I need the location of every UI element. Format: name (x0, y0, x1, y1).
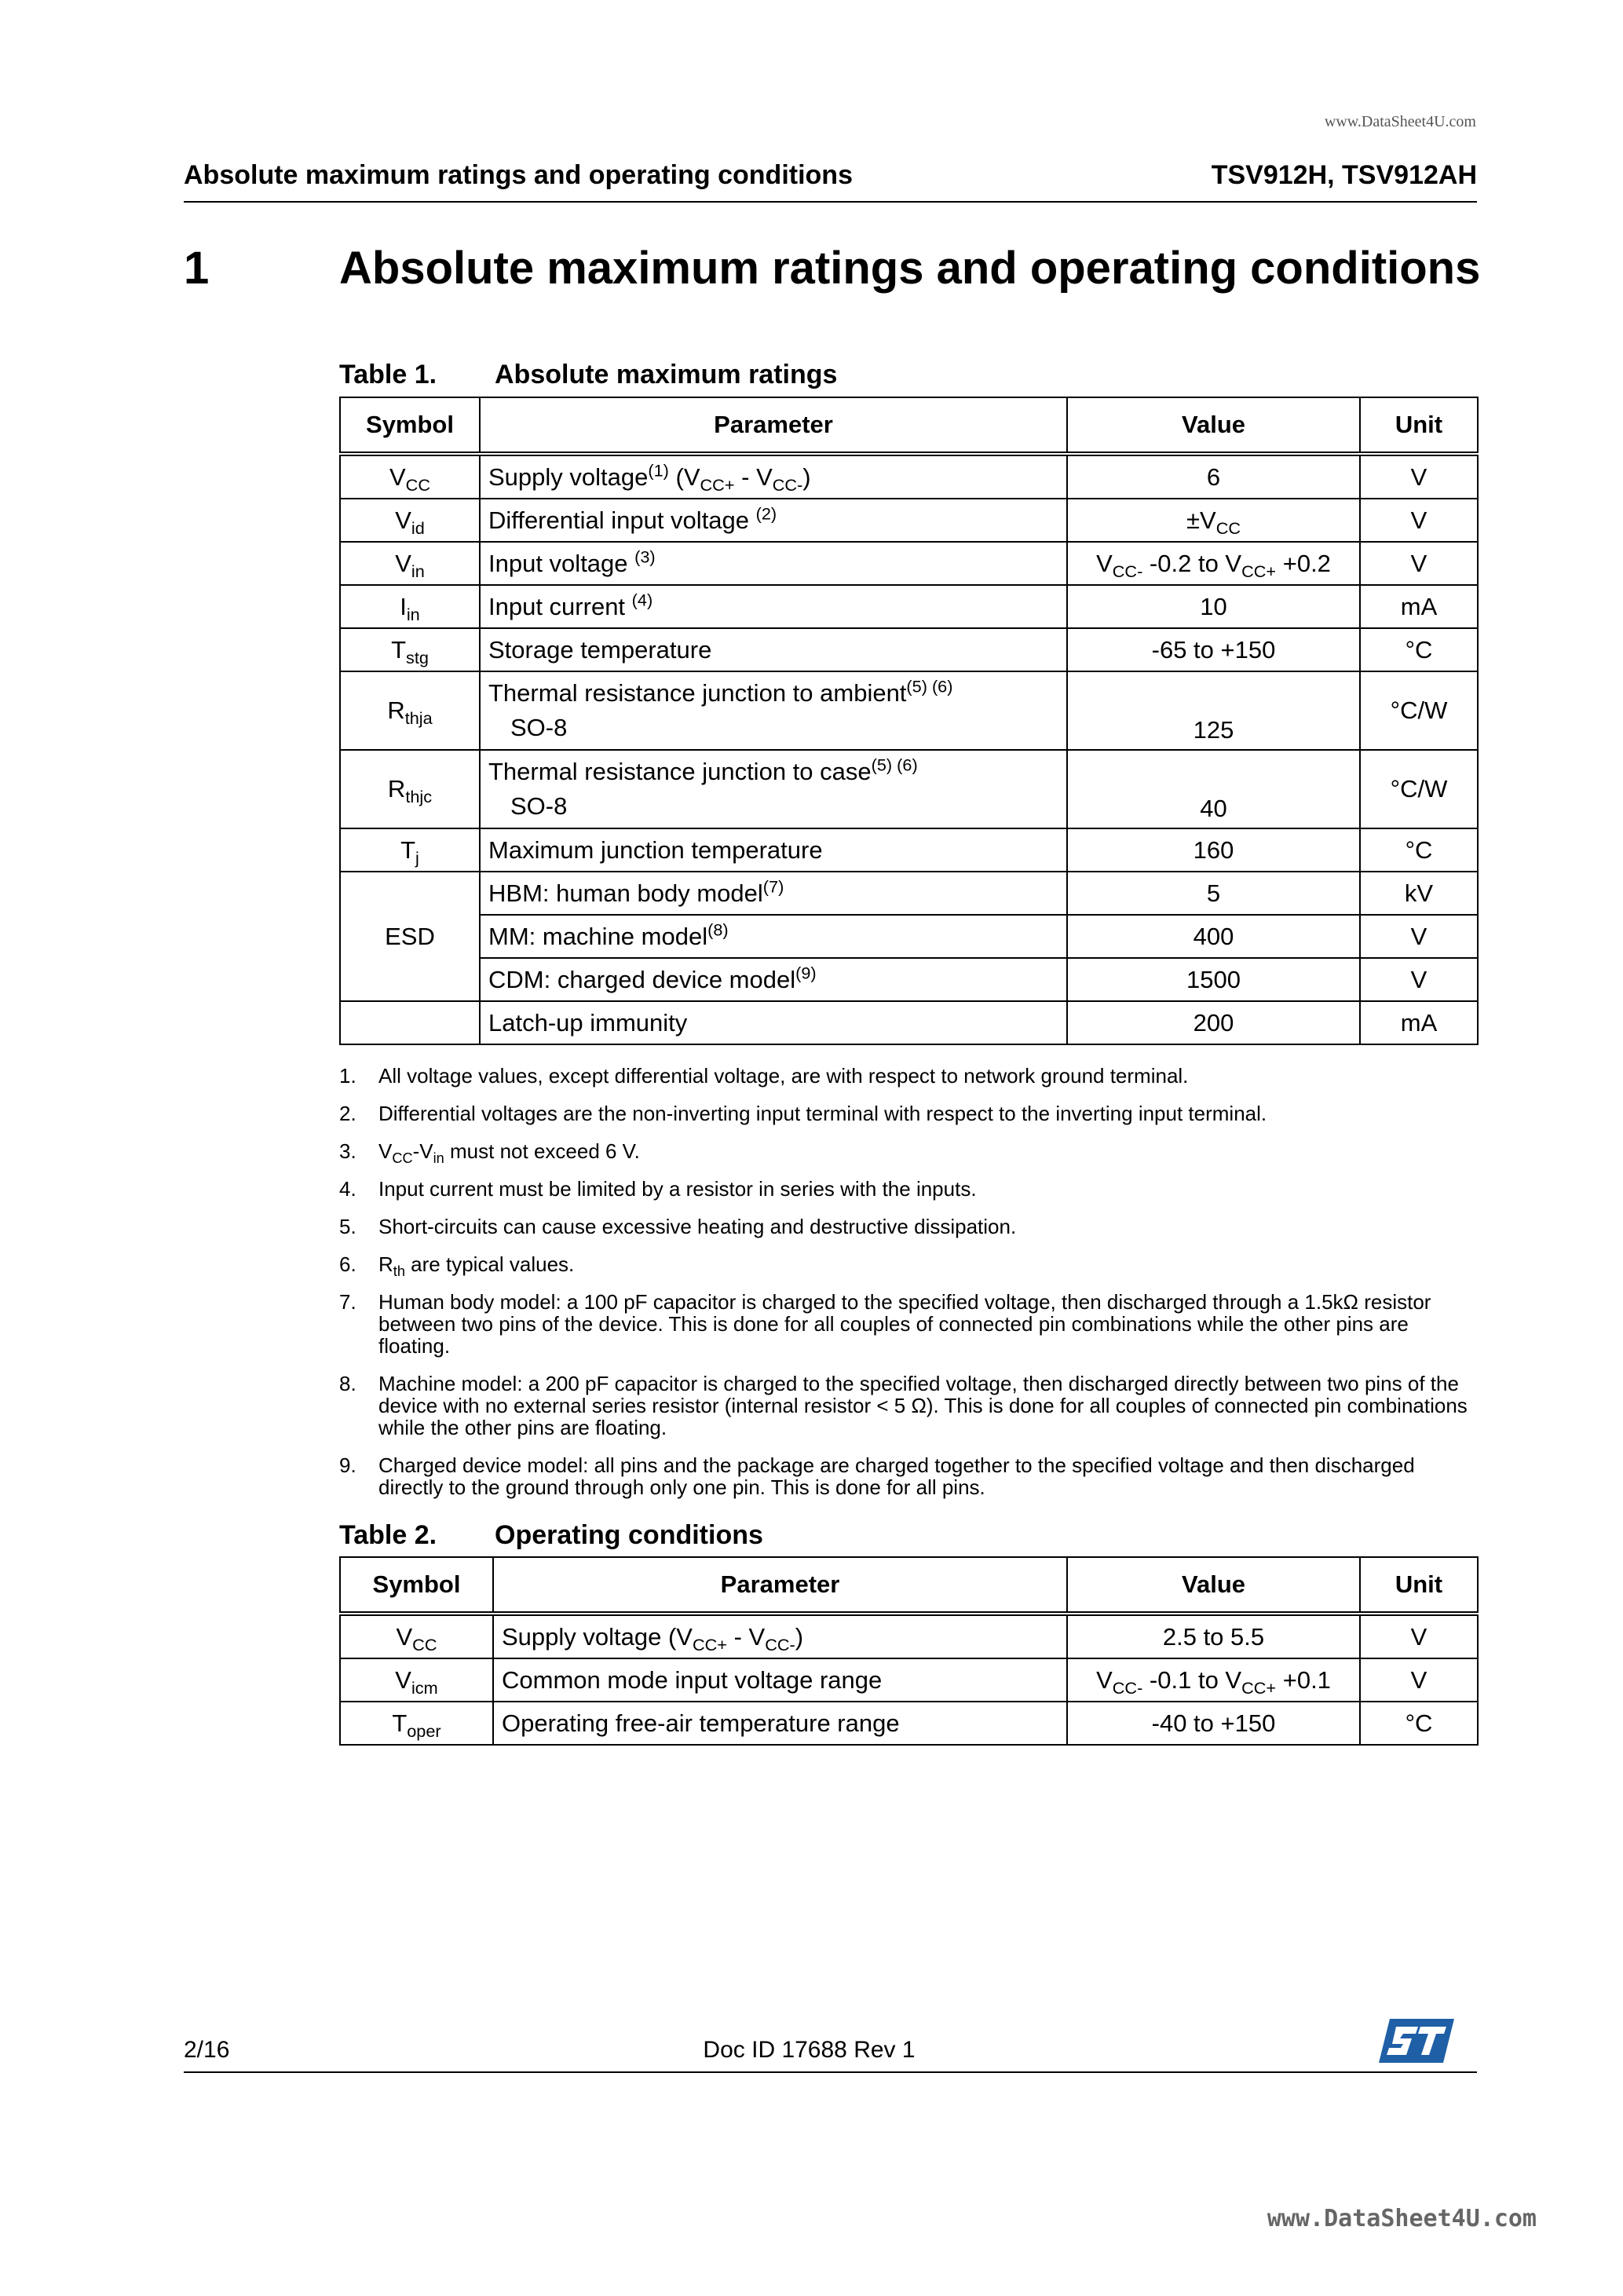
table1-caption (339, 360, 837, 390)
table-row (340, 454, 1478, 499)
table-row (340, 958, 1478, 1001)
table-row (340, 1702, 1478, 1745)
watermark-top: www.DataSheet4U.com (1324, 113, 1476, 130)
parameter-cell: Storage temperature (480, 628, 1067, 671)
value-cell: 200 (1067, 1001, 1360, 1044)
symbol-cell: $V_{CC}$ (340, 1614, 493, 1658)
parameter-cell: Operating free-air temperature range (493, 1702, 1067, 1745)
table-row (340, 750, 1478, 828)
col-header-parameter: Parameter (480, 397, 1067, 454)
col-header-value: Value (1067, 397, 1360, 454)
table-row (340, 915, 1478, 958)
parameter-cell: Latch-up immunity (480, 1001, 1067, 1044)
table-header-row (340, 397, 1478, 454)
unit-cell: °C (1360, 1702, 1478, 1745)
parameter-cell: HBM: human body model$^{(7)}$ (480, 872, 1067, 915)
symbol-cell: $T_{stg}$ (340, 628, 480, 671)
section-number: 1 (184, 243, 210, 294)
value-cell: $\pm V_{CC}$ (1067, 499, 1360, 542)
unit-cell: V (1360, 958, 1478, 1001)
unit-cell: V (1360, 499, 1478, 542)
header-rule (184, 201, 1477, 203)
package-label: SO-8 (510, 792, 568, 820)
footer-rule (184, 2071, 1477, 2073)
running-header-part: TSV912H, TSV912AH (1211, 160, 1477, 190)
parameter-cell: Thermal resistance junction to case$^{(5) (6)}$ SO-8 (480, 750, 1067, 828)
running-header-title: Absolute maximum ratings and operating conditions (184, 160, 853, 190)
unit-cell: °C (1360, 828, 1478, 872)
value-cell: -40 to +150 (1067, 1702, 1360, 1745)
table-row (340, 671, 1478, 750)
table-header-row (340, 1557, 1478, 1614)
unit-cell: V (1360, 915, 1478, 958)
parameter-cell: Input voltage $^{(3)}$ (480, 542, 1067, 585)
parameter-cell: Maximum junction temperature (480, 828, 1067, 872)
value-cell: 6 (1067, 454, 1360, 499)
parameter-cell: Input current $^{(4)}$ (480, 585, 1067, 628)
list-item: 6. $R_{th}$ are typical values. (339, 1252, 575, 1280)
table-row (340, 1658, 1478, 1702)
list-item: 1. All voltage values, except differential voltage, are with respect to network ground terminal. (339, 1064, 1189, 1088)
symbol-cell-empty (340, 1001, 480, 1044)
package-label: SO-8 (510, 714, 568, 741)
table2-number: Table 2. (339, 1520, 437, 1550)
parameter-cell: Thermal resistance junction to ambient$^{(5) (6)}$ SO-8 (480, 671, 1067, 750)
doc-id: Doc ID 17688 Rev 1 (703, 2037, 916, 2063)
value-cell: $V_{CC-}$ -0.1 to $V_{CC+} +0.1$ (1067, 1658, 1360, 1702)
page-number: 2/16 (184, 2037, 230, 2063)
col-header-symbol: Symbol (340, 1557, 493, 1614)
unit-cell: mA (1360, 585, 1478, 628)
table-row (340, 628, 1478, 671)
table2-caption (339, 1520, 763, 1551)
symbol-cell: $V_{CC}$ (340, 454, 480, 499)
list-item: 7. Human body model: a 100 pF capacitor is charged to the specified voltage, then discharged through a 1.5kΩ resistor between two pins of the device. This is done for all couples of connected pin combinations while the other pins are floating. (339, 1290, 1431, 1358)
table1-notes (339, 1065, 1477, 1514)
list-item: 4. Input current must be limited by a resistor in series with the inputs. (339, 1177, 977, 1201)
symbol-cell: $V_{id}$ (340, 499, 480, 542)
unit-cell: V (1360, 1658, 1478, 1702)
table1-title: Absolute maximum ratings (495, 360, 838, 389)
col-header-value: Value (1067, 1557, 1360, 1614)
table-row (340, 499, 1478, 542)
parameter-cell: Differential input voltage $^{(2)}$ (480, 499, 1067, 542)
table-row (340, 585, 1478, 628)
list-item: 2. Differential voltages are the non-inverting input terminal with respect to the inverting input terminal. (339, 1102, 1267, 1125)
value-cell: $V_{CC-}$ -0.2 to $V_{CC+} +0.2$ (1067, 542, 1360, 585)
table-row (340, 1001, 1478, 1044)
list-item: 3. $V_{CC}-V_{in}$ must not exceed 6 V. (339, 1139, 640, 1167)
symbol-cell: $V_{in}$ (340, 542, 480, 585)
symbol-cell: $T_j$ (340, 828, 480, 872)
symbol-cell: $T_{oper}$ (340, 1702, 493, 1745)
absolute-maximum-ratings-table (339, 397, 1479, 1045)
symbol-cell: $R_{thja}$ (340, 671, 480, 750)
table-row (340, 828, 1478, 872)
table-row (340, 1614, 1478, 1658)
symbol-cell: $R_{thjc}$ (340, 750, 480, 828)
table1-number: Table 1. (339, 360, 437, 389)
col-header-unit: Unit (1360, 1557, 1478, 1614)
table-row (340, 542, 1478, 585)
operating-conditions-table (339, 1556, 1479, 1746)
value-cell: 5 (1067, 872, 1360, 915)
unit-cell: kV (1360, 872, 1478, 915)
parameter-cell: Common mode input voltage range (493, 1658, 1067, 1702)
unit-cell: °C/W (1360, 750, 1478, 828)
parameter-cell: Supply voltage $(V_{CC+} - V_{CC-})$ (493, 1614, 1067, 1658)
symbol-cell: $I_{in}$ (340, 585, 480, 628)
value-cell: 40 (1067, 750, 1360, 828)
list-item: 8. Machine model: a 200 pF capacitor is charged to the specified voltage, then discharged directly between two pins of the device with no external series resistor (internal resistor < 5 Ω). This is done for all couples of connected pin combinations while the other pins are floating. (339, 1372, 1468, 1439)
list-item: 5. Short-circuits can cause excessive heating and destructive dissipation. (339, 1215, 1017, 1238)
watermark-bottom: www.DataSheet4U.com (1267, 2205, 1537, 2232)
unit-cell: V (1360, 542, 1478, 585)
col-header-unit: Unit (1360, 397, 1478, 454)
unit-cell: V (1360, 454, 1478, 499)
value-cell: 2.5 to 5.5 (1067, 1614, 1360, 1658)
parameter-cell: MM: machine model$^{(8)}$ (480, 915, 1067, 958)
table2-title: Operating conditions (495, 1520, 763, 1550)
unit-cell: mA (1360, 1001, 1478, 1044)
section-title: Absolute maximum ratings and operating conditions (339, 243, 1481, 294)
value-cell: 400 (1067, 915, 1360, 958)
list-item: 9. Charged device model: all pins and the package are charged together to the specified voltage and then discharged directly to the ground through only one pin. This is done for all pins. (339, 1453, 1415, 1499)
unit-cell: °C (1360, 628, 1478, 671)
value-cell: 160 (1067, 828, 1360, 872)
value-cell: 10 (1067, 585, 1360, 628)
col-header-symbol: Symbol (340, 397, 480, 454)
symbol-cell: $V_{icm}$ (340, 1658, 493, 1702)
st-logo-icon (1379, 2019, 1454, 2063)
col-header-parameter: Parameter (493, 1557, 1067, 1614)
value-cell: -65 to +150 (1067, 628, 1360, 671)
parameter-cell: CDM: charged device model$^{(9)}$ (480, 958, 1067, 1001)
table-row (340, 872, 1478, 915)
unit-cell: V (1360, 1614, 1478, 1658)
unit-cell: °C/W (1360, 671, 1478, 750)
value-cell: 1500 (1067, 958, 1360, 1001)
parameter-cell: Supply voltage$^{(1)}$ $(V_{CC+} - V_{CC-})$ (480, 454, 1067, 499)
value-cell: 125 (1067, 671, 1360, 750)
symbol-cell-esd: ESD (340, 872, 480, 1001)
